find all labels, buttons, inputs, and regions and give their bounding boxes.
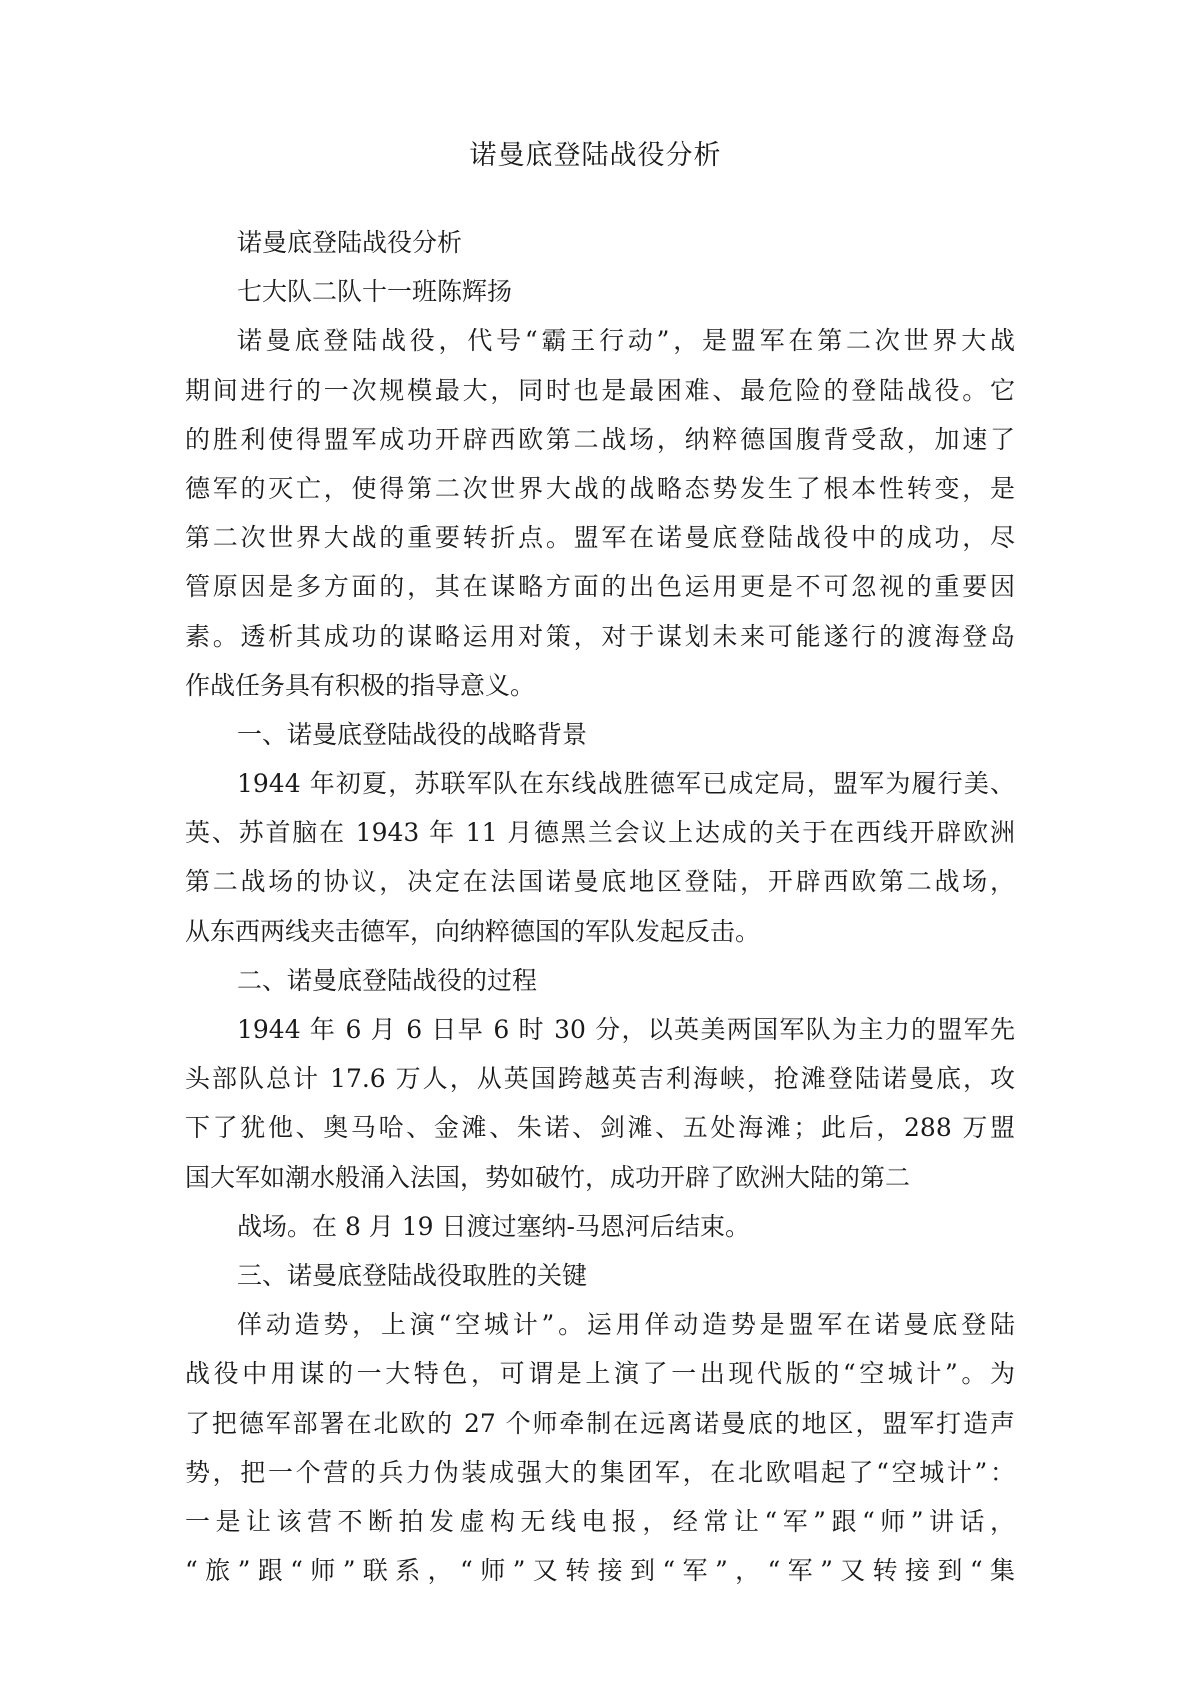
- text-line: 七大队二队十一班陈辉扬: [237, 277, 513, 307]
- text-line: 三、诺曼底登陆战役取胜的关键: [237, 1260, 588, 1290]
- text-line: 作战任务具有积极的指导意义。: [185, 670, 536, 700]
- document-body: [185, 218, 1015, 1595]
- text-line: “旅”跟“师”联系，“师”又转接到“军”，“军”又转接到“集: [185, 1556, 1015, 1586]
- text-line: 头部队总计 17.6 万人，从英国跨越英吉利海峡，抢滩登陆诺曼底，攻: [185, 1064, 1015, 1094]
- text-line: 的胜利使得盟军成功开辟西欧第二战场，纳粹德国腹背受敌，加速了: [185, 424, 1015, 454]
- text-line: 战役中用谋的一大特色，可谓是上演了一出现代版的“空城计”。为: [185, 1359, 1015, 1389]
- text-line: 诺曼底登陆战役分析: [237, 228, 463, 257]
- text-line: 1944 年初夏，苏联军队在东线战胜德军已成定局，盟军为履行美、: [237, 769, 1015, 799]
- text-line: 佯动造势，上演“空城计”。运用佯动造势是盟军在诺曼底登陆: [237, 1310, 1015, 1340]
- text-line: 英、苏首脑在 1943 年 11 月德黑兰会议上达成的关于在西线开辟欧洲: [185, 818, 1015, 848]
- text-line: 德军的灭亡，使得第二次世界大战的战略态势发生了根本性转变，是: [185, 473, 1015, 503]
- text-line: 一、诺曼底登陆战役的战略背景: [237, 719, 588, 749]
- text-line: 下了犹他、奥马哈、金滩、朱诺、剑滩、五处海滩；此后，288 万盟: [185, 1113, 1015, 1143]
- text-line: 从东西两线夹击德军，向纳粹德国的军队发起反击。: [185, 916, 761, 946]
- text-line: 战场。在 8 月 19 日渡过塞纳-马恩河后结束。: [237, 1211, 750, 1241]
- text-line: 第二次世界大战的重要转折点。盟军在诺曼底登陆战役中的成功，尽: [185, 523, 1015, 553]
- text-line: 二、诺曼底登陆战役的过程: [237, 965, 538, 995]
- text-line: 一是让该营不断拍发虚构无线电报，经常让“军”跟“师”讲话，: [185, 1506, 1015, 1536]
- text-line: 期间进行的一次规模最大，同时也是最困难、最危险的登陆战役。它: [185, 375, 1015, 405]
- text-line: 国大军如潮水般涌入法国，势如破竹，成功开辟了欧洲大陆的第二: [185, 1162, 911, 1192]
- text-line: 第二战场的协议，决定在法国诺曼底地区登陆，开辟西欧第二战场，: [185, 867, 1015, 897]
- text-line: 1944 年 6 月 6 日早 6 时 30 分，以英美两国军队为主力的盟军先: [237, 1015, 1015, 1044]
- text-line: 诺曼底登陆战役，代号“霸王行动”，是盟军在第二次世界大战: [237, 326, 1015, 356]
- text-line: 管原因是多方面的，其在谋略方面的出色运用更是不可忽视的重要因: [185, 572, 1015, 602]
- document-title: 诺曼底登陆战役分析: [469, 140, 722, 171]
- text-line: 势，把一个营的兵力伪装成强大的集团军，在北欧唱起了“空城计”：: [185, 1457, 1015, 1487]
- text-line: 素。透析其成功的谋略运用对策，对于谋划未来可能遂行的渡海登岛: [185, 621, 1015, 651]
- text-line: 了把德军部署在北欧的 27 个师牵制在远离诺曼底的地区，盟军打造声: [185, 1408, 1015, 1438]
